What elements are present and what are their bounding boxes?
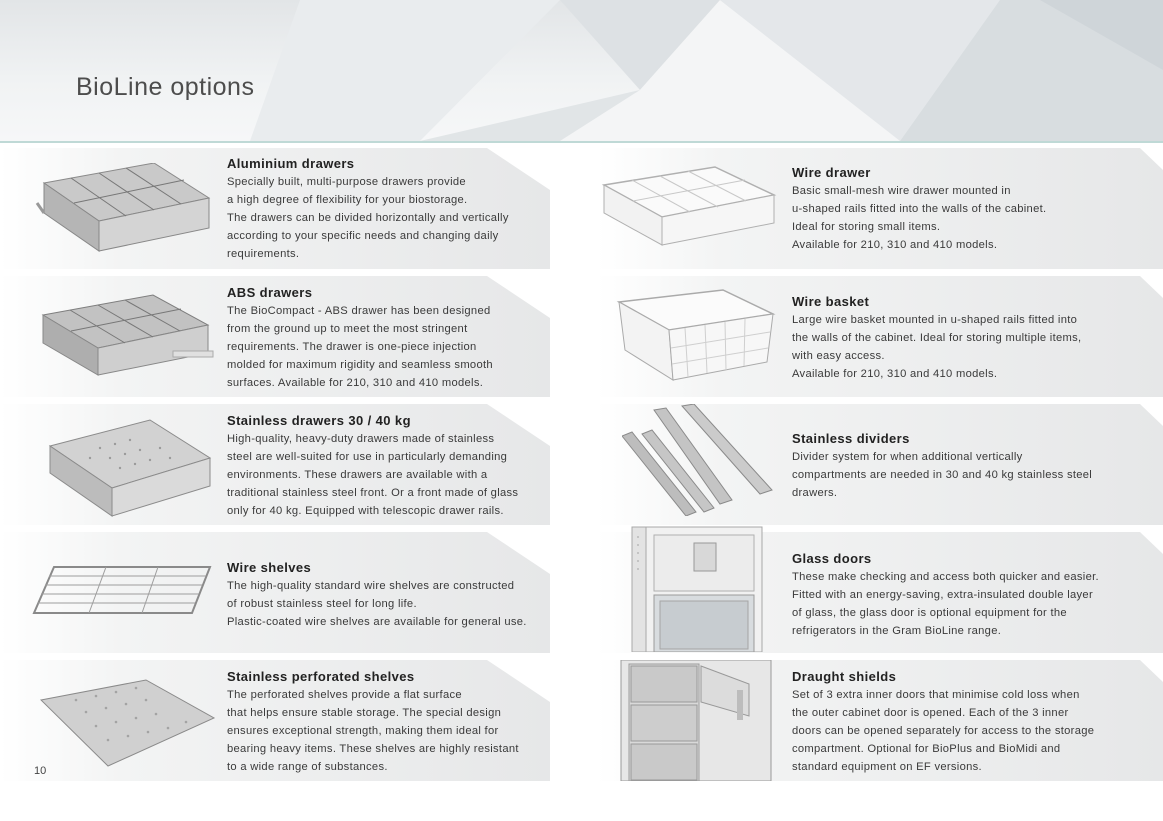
aluminium-drawer-icon [34, 163, 212, 253]
option-description: Large wire basket mounted in u-shaped rails fitted into the walls of the cabinet. Ideal for storing multiple items, with easy access. Available for 210, 310 and 410 models. [792, 314, 1082, 381]
option-description: The high-quality standard wire shelves are constructed of robust stainless steel for long life. Plastic-coated wire shelves are available for general use. [227, 580, 527, 629]
option-title: Draught shields [792, 669, 897, 684]
option-title: Stainless drawers 30 / 40 kg [227, 413, 411, 428]
option-description: Divider system for when additional vertically compartments are needed in 30 and 40 kg stainless steel drawers. [792, 451, 1093, 500]
wire-basket-icon [615, 288, 777, 382]
option-description: The BioCompact - ABS drawer has been designed from the ground up to meet the most stringent requirements. The drawer is one-piece injection molded for maximum rigidity and seamless smooth surfaces. Available for 210, 310 and 410 models. [227, 305, 493, 390]
option-description: High-quality, heavy-duty drawers made of stainless steel are well-suited for use in particularly demanding environments. These drawers are available with a traditional stainless steel front. Or a front made of glass only for 40 kg. Equipped with telescopic drawer rails. [227, 433, 519, 518]
option-title: Aluminium drawers [227, 156, 355, 171]
page-number: 10 [34, 765, 47, 777]
option-description: Basic small-mesh wire drawer mounted in u-shaped rails fitted into the walls of the cabinet. Ideal for storing small items. Available for 210, 310 and 410 models. [792, 185, 1047, 252]
stainless-drawer-icon [40, 418, 215, 518]
option-title: Wire shelves [227, 560, 312, 575]
stainless-dividers-icon [622, 404, 774, 516]
draught-shield-icon [619, 660, 773, 781]
option-description: These make checking and access both quicker and easier. Fitted with an energy-saving, extra-insulated double layer of glass, the glass door is optional equipment for the refrigerators in the Gram BioLine range. [792, 571, 1099, 638]
option-description: Set of 3 extra inner doors that minimise cold loss when the outer cabinet door is opened. Each of the 3 inner doors can be opened separately for access to the storage compartment. Optional for BioPlus and BioMidi and standard equipment on EF versions. [792, 689, 1095, 774]
page-header [0, 0, 1163, 143]
option-title: Stainless dividers [792, 431, 910, 446]
option-title: Stainless perforated shelves [227, 669, 415, 684]
glass-door-icon [630, 525, 766, 652]
perforated-shelf-icon [36, 678, 216, 768]
option-description: Specially built, multi-purpose drawers provide a high degree of flexibility for your biostorage. The drawers can be divided horizontally and vertically according to your specific needs and changing daily requirements. [227, 176, 509, 261]
page-title: BioLine options [76, 73, 255, 101]
option-description: The perforated shelves provide a flat surface that helps ensure stable storage. The special design ensures exceptional strength, making them ideal for bearing heavy items. These shelves are highly resistant to a wide range of substances. [227, 689, 519, 774]
option-title: ABS drawers [227, 285, 313, 300]
option-title: Wire drawer [792, 165, 871, 180]
option-title: Glass doors [792, 551, 872, 566]
faceted-background-icon [0, 0, 1163, 141]
option-title: Wire basket [792, 294, 870, 309]
abs-drawer-icon [38, 293, 216, 383]
wire-shelf-icon [32, 565, 214, 617]
wire-drawer-icon [600, 163, 778, 253]
